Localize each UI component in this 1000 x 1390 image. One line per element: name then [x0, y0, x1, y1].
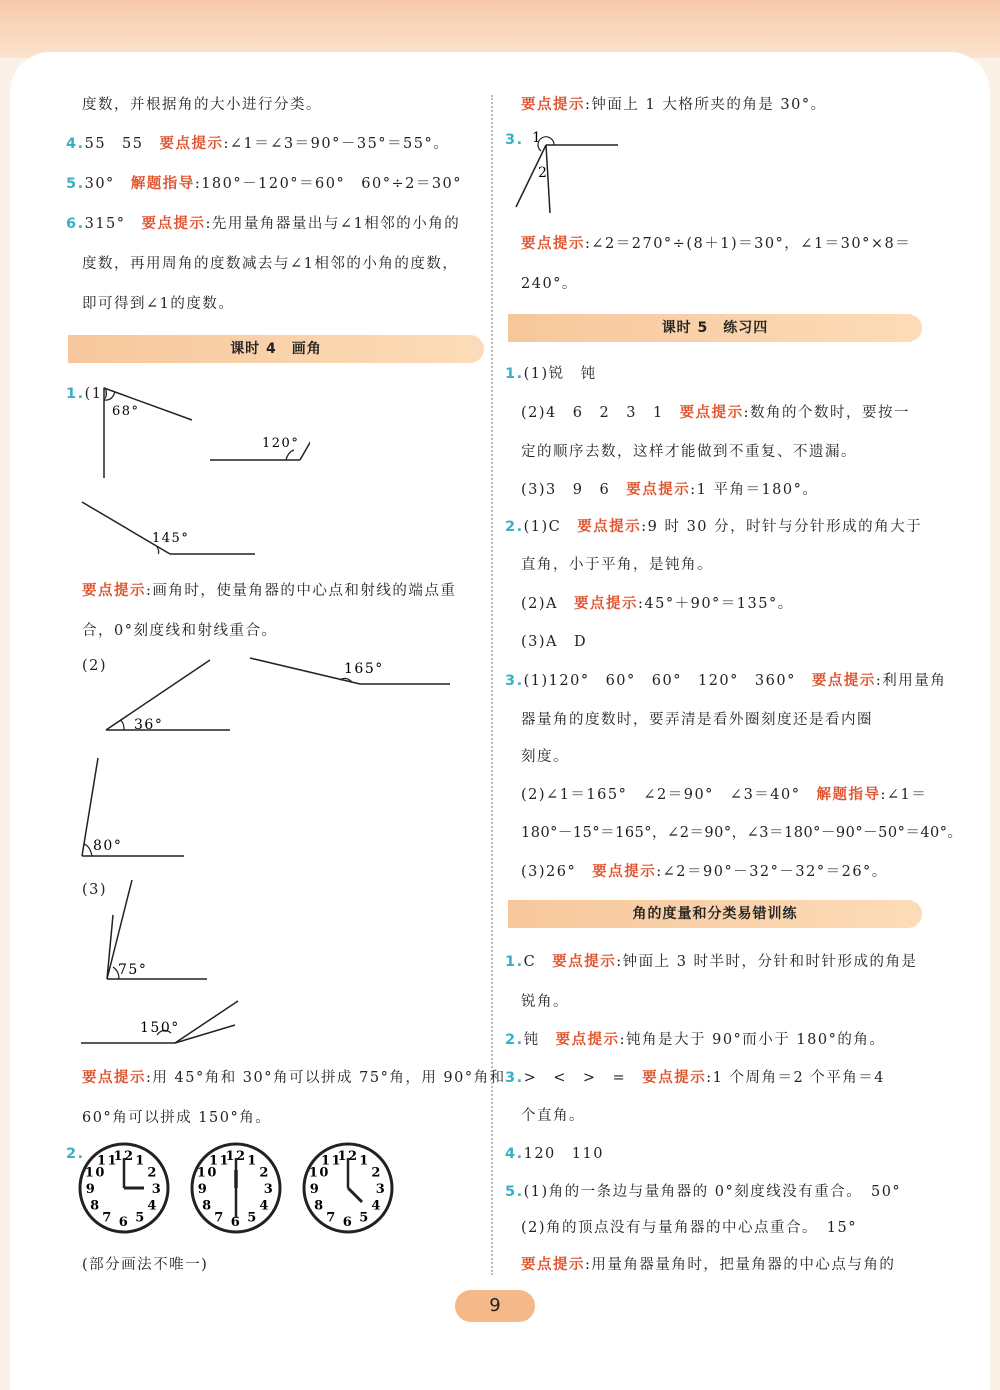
clock-numeral: 10: [196, 1165, 218, 1181]
angle-figures-1: [60, 380, 310, 565]
text-line: 180°－15°＝165°，∠2＝90°，∠3＝180°－90°－50°＝40°。: [521, 825, 963, 841]
text-line: 度数，并根据角的大小进行分类。: [82, 97, 322, 113]
tip-line: 要点提示:用量角器量角时，把量角器的中心点与角的: [521, 1257, 896, 1273]
clock-numeral: 3: [151, 1182, 163, 1197]
clock-numeral: 8: [314, 1198, 325, 1214]
clock-numeral: 12: [113, 1149, 135, 1164]
clock-numeral: 9: [309, 1182, 321, 1197]
clock-numeral: 9: [85, 1182, 97, 1197]
section-header-lesson4: 课时 4 画角: [68, 335, 484, 363]
clock-numeral: 2: [371, 1165, 382, 1181]
angle-label-36: 36°: [134, 717, 164, 733]
text-line: 合，0°刻度线和射线重合。: [82, 623, 278, 639]
clock-numeral: 7: [214, 1210, 225, 1226]
answer-1-label: 1.(1): [66, 386, 110, 402]
text-line: 定的顺序去数，这样才能做到不重复、不遗漏。: [521, 444, 857, 460]
clock-numeral: 11: [96, 1153, 119, 1169]
sub-label-3: (3): [82, 882, 108, 898]
clock-numeral: 12: [337, 1149, 359, 1164]
clock-numeral: 12: [225, 1149, 247, 1164]
answer-s3b: (2)∠1＝165° ∠2＝90° ∠3＝40° 解题指导:∠1＝: [521, 787, 928, 803]
clock-numeral: 7: [102, 1210, 113, 1226]
answer-t2: 2.钝 要点提示:钝角是大于 90°而小于 180°的角。: [505, 1032, 886, 1048]
angle-label-80: 80°: [93, 838, 123, 854]
section-header-lesson5: 课时 5 练习四: [508, 314, 922, 342]
angle-label-75: 75°: [118, 962, 148, 978]
clock-numeral: 6: [118, 1215, 130, 1230]
clock-face-3: [304, 1144, 392, 1232]
clock-numeral: 1: [359, 1153, 370, 1169]
answer-s2b: (2)A 要点提示:45°＋90°＝135°。: [521, 596, 794, 612]
text-line: 个直角。: [521, 1108, 585, 1124]
answer-s2a: 2.(1)C 要点提示:9 时 30 分，时针与分针形成的角大于: [505, 519, 923, 535]
text-line: 刻度。: [521, 749, 569, 765]
answer-s3c: (3)26° 要点提示:∠2＝90°－32°－32°＝26°。: [521, 864, 888, 880]
answer-t5b: (2)角的顶点没有与量角器的中心点重合。 15°: [521, 1220, 857, 1236]
text-line: 器量角的度数时，要弄清是看外圈刻度还是看内圈: [521, 712, 873, 728]
text-line: 直角，小于平角，是钝角。: [521, 557, 713, 573]
angle-figures-3: [75, 875, 255, 1050]
clock-numeral: 2: [259, 1165, 270, 1181]
answer-s1b: (2)4 6 2 3 1 要点提示:数角的个数时，要按一: [521, 405, 911, 421]
clock-figures: [76, 1140, 406, 1240]
clock-numeral: 9: [197, 1182, 209, 1197]
clock-numeral: 4: [259, 1198, 270, 1214]
clock-numeral: 5: [359, 1210, 370, 1226]
clock-numeral: 8: [202, 1198, 213, 1214]
answer-s1c: (3)3 9 6 要点提示:1 平角＝180°。: [521, 482, 819, 498]
clock-numeral: 6: [230, 1215, 242, 1230]
text-line: 锐角。: [521, 994, 569, 1010]
angle-label-145: 145°: [152, 531, 190, 546]
tip-line: 要点提示:用 45°角和 30°角可以拼成 75°角，用 90°角和: [82, 1070, 506, 1086]
clock-numeral: 1: [135, 1153, 146, 1169]
angle-figure-r3: [510, 125, 625, 215]
clock-numeral: 5: [247, 1210, 258, 1226]
angle-label-120: 120°: [262, 436, 300, 451]
clock-numeral: 10: [84, 1165, 106, 1181]
clock-numeral: 11: [320, 1153, 343, 1169]
sub-label-2: (2): [82, 658, 108, 674]
answer-5: 5.30° 解题指导:180°－120°＝60° 60°÷2＝30°: [66, 176, 463, 192]
clock-numeral: 8: [90, 1198, 101, 1214]
angle-figures-2: [70, 650, 460, 865]
answer-s2c: (3)A D: [521, 634, 588, 650]
answer-3-label: 3.: [505, 132, 524, 148]
angle-label-68: 68°: [112, 404, 140, 419]
text-line: 240°。: [521, 276, 578, 292]
clock-face-2: [192, 1144, 280, 1232]
answer-s3a: 3.(1)120° 60° 60° 120° 360° 要点提示:利用量角: [505, 673, 947, 689]
text-line: 度数，再用周角的度数减去与∠1相邻的小角的度数，: [82, 256, 459, 272]
section-header-error-training: 角的度量和分类易错训练: [508, 900, 922, 928]
answer-4: 4.55 55 要点提示:∠1＝∠3＝90°－35°＝55°。: [66, 136, 450, 152]
clock-numeral: 5: [135, 1210, 146, 1226]
clock-numeral: 10: [308, 1165, 330, 1181]
clock-numeral: 11: [208, 1153, 231, 1169]
clock-numeral: 4: [147, 1198, 158, 1214]
text-line: 60°角可以拼成 150°角。: [82, 1110, 272, 1126]
tip-line: 要点提示:画角时，使量角器的中心点和射线的端点重: [82, 583, 457, 599]
answer-2-label: 2.: [66, 1146, 85, 1162]
angle-label-2: 2: [538, 165, 549, 181]
answer-s1a: 1.(1)锐 钝: [505, 366, 597, 382]
clock-numeral: 3: [375, 1182, 387, 1197]
clock-numeral: 3: [263, 1182, 275, 1197]
clock-face-1: [80, 1144, 168, 1232]
answer-t3: 3.> < > = 要点提示:1 个周角＝2 个平角＝4: [505, 1070, 885, 1086]
note-text: (部分画法不唯一): [82, 1257, 209, 1273]
answer-t4: 4.120 110: [505, 1146, 604, 1162]
angle-label-150: 150°: [140, 1020, 180, 1036]
page-number: 9: [455, 1290, 535, 1322]
angle-label-1: 1: [532, 130, 543, 146]
top-banner: [0, 0, 1000, 58]
column-divider: [491, 95, 493, 1275]
clock-numeral: 1: [247, 1153, 258, 1169]
answer-t1: 1.C 要点提示:钟面上 3 时半时，分针和时针形成的角是: [505, 954, 918, 970]
answer-t5a: 5.(1)角的一条边与量角器的 0°刻度线没有重合。 50°: [505, 1184, 902, 1200]
tip-line: 要点提示:钟面上 1 大格所夹的角是 30°。: [521, 97, 827, 113]
angle-label-165: 165°: [344, 661, 384, 677]
tip-line: 要点提示:∠2＝270°÷(8＋1)＝30°，∠1＝30°×8＝: [521, 236, 912, 252]
clock-numeral: 7: [326, 1210, 337, 1226]
clock-numeral: 2: [147, 1165, 158, 1181]
text-line: 即可得到∠1的度数。: [82, 296, 235, 312]
clock-numeral: 6: [342, 1215, 354, 1230]
answer-6: 6.315° 要点提示:先用量角器量出与∠1相邻的小角的: [66, 216, 461, 232]
clock-numeral: 4: [371, 1198, 382, 1214]
